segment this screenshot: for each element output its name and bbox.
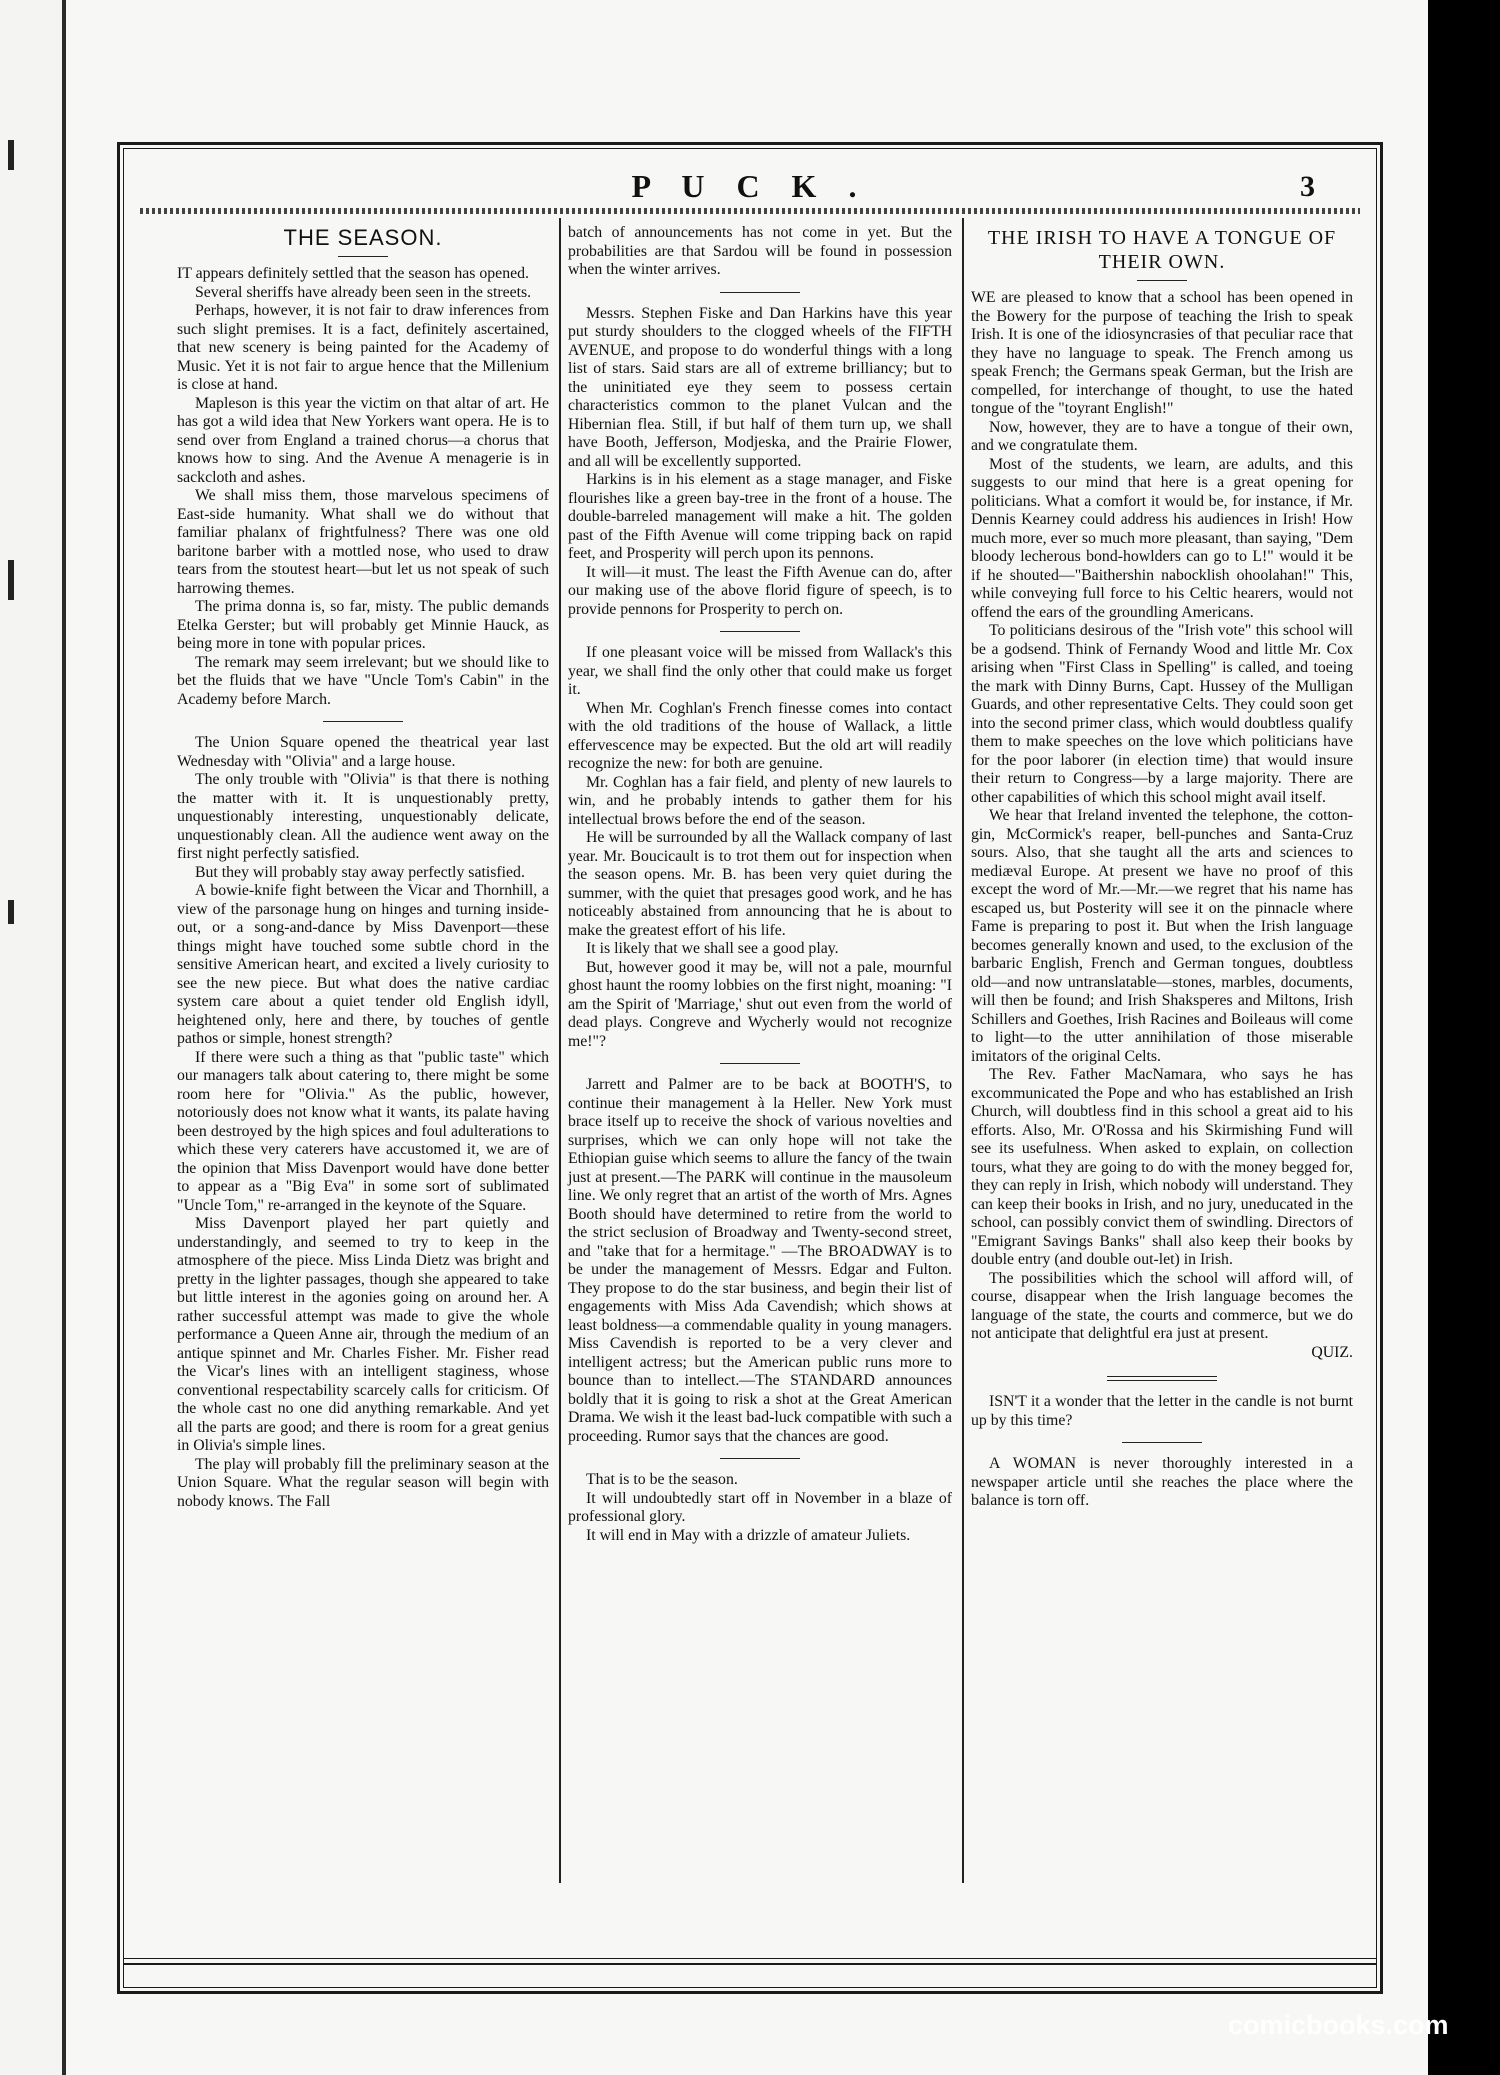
paragraph: The play will probably fill the preliminary season at the Union Square. What the regular season will begin with nobody knows. The Fall (177, 1455, 549, 1510)
paragraph: IT appears definitely settled that the season has opened. (177, 265, 529, 282)
column-1 (177, 224, 549, 1511)
title-rule (338, 256, 388, 257)
title-rule (1137, 280, 1187, 281)
section-rule (720, 1063, 800, 1064)
paragraph: It will—it must. The least the Fifth Avenue can do, after our making use of the above florid figure of speech, is to provide pennons for Prosperity to perch on. (568, 563, 952, 618)
squib-paragraph: A WOMAN is never thoroughly interested in a newspaper article until she reaches the place where the balance is torn off. (971, 1455, 1353, 1509)
paragraph: When Mr. Coghlan's French finesse comes into contact with the old traditions of the house of Wallack, a little effervescence may be expected. But the old art will readily recognize the new: for both are genuine. (568, 699, 952, 772)
paragraph: WE are pleased to know that a school has been opened in the Bowery for the purpose of teaching the Irish to speak Irish. It is one of the idiosyncrasies of that peculiar race that they have no language to speak. The French among us speak French; the Germans speak German, but the Irish are compelled, for interchange of thought, to use the hated tongue of the "toyrant English!" (971, 289, 1353, 417)
paragraph: A bowie-knife fight between the Vicar and Thornhill, a view of the parsonage hung on hinges and turning inside-out, or a song-and-dance by Miss Davenport—these things might have touched some subtle chord in the sensitive American heart, and excited a lively curiosity to see the new piece. But what does the native cardiac system care about a quiet tender old English idyll, heightened only, here and there, by touches of gentle pathos or simple, honest strength? (177, 882, 549, 1047)
paragraph: Jarrett and Palmer are to be back at BOOTH'S, to continue their management à la Heller. New York must brace itself up to receive the shock of various novelties and surprises, which we can only hope will not take the Ethiopian guise which seems to allure the fancy of the twain just at present.—The PARK will continue in the mausoleum line. We only regret that an artist of the worth of Mrs. Agnes Booth should have determined to retire from the world to the strict seclusion of Broadway and Twenty-second street, and "take that for a hermitage." —The BROADWAY is to be under the management of Messrs. Edgar and Fulton. They propose to do the star business, and begin their list of engagements with Miss Ada Cavendish; which shows at least boldness—a commendable quality in young managers. Miss Cavendish is reported to be a very clever and intelligent actress; but the American public runs more to bounce than to intellect.—The STANDARD announces boldly that it is going to risk a shot at the Great American Drama. We wish it the least bad-luck compatible with such a proceeding. Rumor says that the chances are good. (568, 1076, 952, 1445)
header-rule (140, 208, 1360, 214)
page-number: 3 (1300, 170, 1315, 203)
masthead: P U C K . (631, 168, 869, 204)
column-2 (568, 224, 952, 1545)
paragraph: If there were such a thing as that "public taste" which our managers talk about catering to, there might be some room here for "Olivia." As the public, however, notoriously does not know what it wants, its palate having been destroyed by the high spices and foul adulterations to which these very caterers have accustomed it, we are of the opinion that Miss Davenport would have done better to appear as a "Big Eva" in some sort of sublimated "Uncle Tom," re-arranged in the keynote of the Square. (177, 1048, 549, 1214)
paragraph: If one pleasant voice will be missed from Wallack's this year, we shall find the only other that could make us forget it. (568, 644, 952, 698)
paragraph: The Union Square opened the theatrical year last Wednesday with "Olivia" and a large house. (177, 734, 549, 770)
column-divider (559, 218, 561, 1883)
paragraph: Mr. Coghlan has a fair field, and plenty of new laurels to win, and he probably intends to gather them for his intellectual brows before the end of the season. (568, 773, 952, 828)
paragraph: The only trouble with "Olivia" is that there is nothing the matter with it. It is unquestionably pretty, unquestionably interesting, unquestionably delicate, unquestionably clean. All the audience went away on the first night perfectly satisfied. (177, 771, 549, 862)
article-title-season: THE SEASON. (283, 225, 443, 250)
paragraph: Now, however, they are to have a tongue of their own, and we congratulate them. (971, 418, 1353, 454)
paragraph: The prima donna is, so far, misty. The public demands Etelka Gerster; but will probably get Minnie Hauck, as being more in tone with popular prices. (177, 598, 549, 652)
double-rule (1107, 1376, 1217, 1381)
paragraph: batch of announcements has not come in yet. But the probabilities are that Sardou will be found in possession when the winter arrives. (568, 224, 952, 278)
column-3 (971, 224, 1353, 1511)
paragraph: We shall miss them, those marvelous specimens of East-side humanity. What shall we do without that familiar phalanx of frightfulness? There was one old baritone barber with a mottled nose, who used to draw tears from the stoutest heart—but let us not speak of such harrowing themes. (177, 487, 549, 597)
section-rule (720, 1458, 800, 1459)
bottom-rule-double (123, 1963, 1377, 1965)
paragraph: Several sheriffs have already been seen in the streets. (195, 283, 532, 301)
paragraph: Miss Davenport played her part quietly and understandingly, and seemed to try to keep in the atmosphere of the piece. Miss Linda Dietz was bright and pretty in the lighter passages, though she appeared to take but little interest in the agonies going on around her. A rather successful attempt was made to give the whole performance a Queen Anne air, through the medium of an antique spinnet and Mr. Charles Fisher. Mr. Fisher read the Vicar's lines with an intelligent staginess, whose conventional respectability scarcely calls for criticism. Of the whole cast no one did anything remarkable. And yet all the parts are good; and there is room for a great genius in Olivia's simple lines. (177, 1215, 549, 1454)
paragraph: Harkins is in his element as a stage manager, and Fiske flourishes like a green bay-tree in the front of a house. The double-barreled management will make a hit. The golden past of the Fifth Avenue will come tripping back on rapid feet, and Prosperity will perch upon its pennons. (568, 471, 952, 562)
section-rule (1122, 1442, 1202, 1443)
paragraph: That is to be the season. (586, 1471, 738, 1488)
section-rule (720, 631, 800, 632)
paragraph: It will end in May with a drizzle of amateur Juliets. (586, 1526, 911, 1544)
column-divider (962, 218, 964, 1883)
paragraph: We hear that Ireland invented the telephone, the cotton-gin, McCormick's reaper, bell-punches and Santa-Cruz sours. Also, that she taught all the arts and sciences to mediæval Europe. At present we have no proof of this except the word of Mr.—Mr.—we regret that his name has escaped us, but Posterity will see it on the pinnacle where Fame is preparing to post it. But when the Irish language becomes generally known and used, to the exclusion of the barbaric English, French and German tongues, doubtless old—and now untranslatable—stones, marbles, documents, will then be found; and Irish Shaksperes and Miltons, Irish Schillers and Goethes, Irish Racines and Boileaus will come to light—to the utter annihilation of those miserable imitators of the original Celts. (971, 807, 1353, 1065)
paragraph: The remark may seem irrelevant; but we should like to bet the fluids that we have "Uncle Tom's Cabin" in the Academy before March. (177, 653, 549, 708)
scan-border (1428, 0, 1500, 2075)
paragraph: Messrs. Stephen Fiske and Dan Harkins have this year put sturdy shoulders to the clogged wheels of the FIFTH AVENUE, and propose to do wonderful things with a long list of stars. Said stars are all of extreme brilliancy; but to the uninitiated eye they seem to possess certain characteristics common to the planet Vulcan and the Hibernian flea. Still, if but half of them turn up, we shall have Booth, Jefferson, Modjeska, and the Prairie Flower, and all will be excellently supported. (568, 304, 952, 470)
paragraph: But they will probably stay away perfectly satisfied. (195, 863, 525, 881)
watermark: comicbooks.com (1228, 2010, 1449, 2040)
paragraph: He will be surrounded by all the Wallack company of last year. Mr. Boucicault is to trot them out for inspection when the season opens. Mr. B. has been very quiet during the summer, with the quiet that presages good work, and he has noticeably abstained from announcing that he is about to make the greatest effort of his life. (568, 829, 952, 939)
paragraph: To politicians desirous of the "Irish vote" this school will be a godsend. Think of Fernandy Wood and little Mr. Cox arising when "First Class in Spelling" is called, and toeing the mark with Dinny Burns, Capt. Hussey of the Mulligan Guards, and other representative Celts. They could soon get into the second primer class, which would doubtless qualify them to make speeches on the love which politicians have for the poor laborer (in election time) that would insure their return to Congress—by a large majority. There are other capabilities of which this school might avail itself. (971, 622, 1353, 806)
author-signature: QUIZ. (1311, 1343, 1353, 1361)
article-title-irish-line1: THE IRISH TO HAVE A TONGUE OF (987, 227, 1337, 249)
section-rule (323, 721, 403, 722)
paragraph: Perhaps, however, it is not fair to draw inferences from such slight premises. It is a fact, definitely ascertained, that new scenery is being painted for the Academy of Music. Yet it is not fair to argue hence that the Millenium is close at hand. (177, 302, 549, 393)
paragraph: The possibilities which the school will afford will, of course, disappear when the Irish language becomes the language of the state, the courts and commerce, but we do not anticipate that delightful era just at present. (971, 1269, 1353, 1342)
paragraph: But, however good it may be, will not a pale, mournful ghost haunt the roomy lobbies on the first night, moaning: "I am the Spirit of 'Marriage,' shut out even from the world of dead plays. Congreve and Wycherly would not recognize me!"? (568, 958, 952, 1050)
paragraph: The Rev. Father MacNamara, who says he has excommunicated the Pope and who has established an Irish Church, will doubtless find in this school a great aid to his efforts. Also, Mr. O'Rossa and his Skirmishing Fund will see its usefulness. When asked to explain, on collection tours, what they are going to do with the money begged for, they can reply in Irish, which nobody will understand. They can keep their books in Irish, and no jury, uneducated in the school, can possibly convict them of swindling. Directors of "Emigrant Savings Banks" shall also keep their books by double entry (and double out-let) in Irish. (971, 1066, 1353, 1268)
paragraph: Most of the students, we learn, are adults, and this suggests to our mind that here is a great opening for politicians. What a comfort it would be, for instance, if Mr. Dennis Kearney could address his audiences in Irish! How much more, ever so much more pleasant, than saying, "Dem bloody lecherous bond-howlders can go to L!" would it be if he shouted—"Baithershin nabocklish ohoolahan!" This, while conveying full force to his Celtic hearers, would not offend the ears of the groundling Americans. (971, 455, 1353, 621)
section-rule (720, 292, 800, 293)
squib-paragraph: ISN'T it a wonder that the letter in the candle is not burnt up by this time? (971, 1393, 1353, 1429)
paragraph: It will undoubtedly start off in November in a blaze of professional glory. (568, 1489, 952, 1525)
article-title-irish-line2: THEIR OWN. (1098, 251, 1226, 273)
bottom-rule (123, 1958, 1377, 1959)
facing-page-edge (0, 0, 66, 2075)
paragraph: It is likely that we shall see a good play. (586, 940, 839, 957)
paragraph: Mapleson is this year the victim on that altar of art. He has got a wild idea that New Yorkers want opera. He is to send over from England a trained chorus—a chorus that knows how to sing. And the Avenue A menagerie is in sackcloth and ashes. (177, 394, 549, 486)
